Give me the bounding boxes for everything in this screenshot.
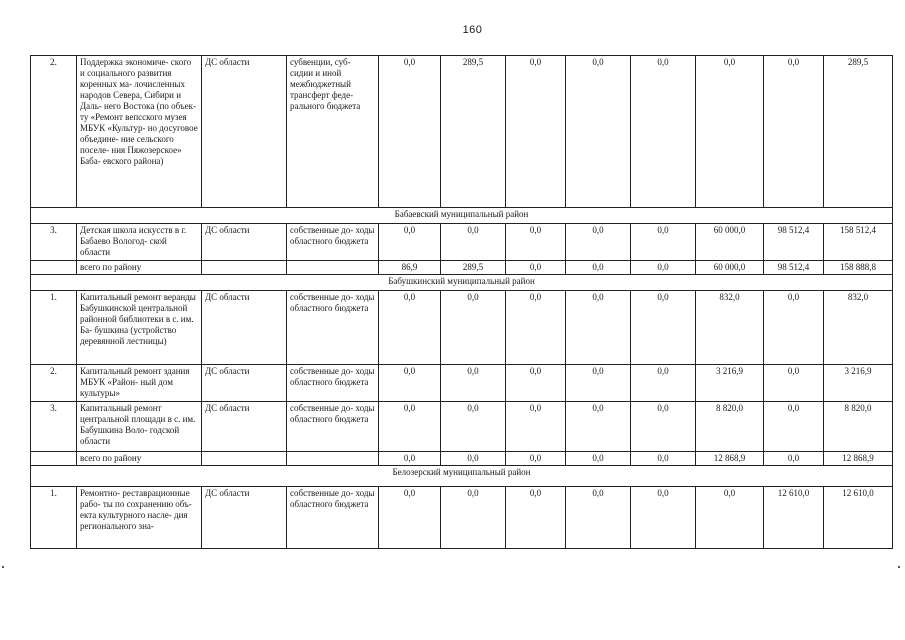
value-cell: 0,0 — [506, 291, 566, 365]
district-row — [31, 275, 893, 291]
customer: ДС области — [202, 402, 287, 452]
value-cell: 0,0 — [566, 261, 631, 275]
value-cell: 0,0 — [441, 402, 506, 452]
customer: ДС области — [202, 291, 287, 365]
budget-table — [30, 55, 893, 549]
value-cell: 832,0 — [824, 291, 893, 365]
value-cell: 289,5 — [441, 56, 506, 208]
value-cell: 0,0 — [379, 56, 441, 208]
value-cell: 0,0 — [566, 487, 631, 549]
value-cell: 0,0 — [764, 56, 824, 208]
value-cell: 12 868,9 — [824, 452, 893, 466]
value-cell: 0,0 — [631, 365, 696, 402]
value-cell: 0,0 — [506, 56, 566, 208]
value-cell: 0,0 — [506, 224, 566, 261]
total-row — [31, 452, 893, 466]
total-label: всего по району — [77, 261, 202, 275]
value-cell: 0,0 — [566, 402, 631, 452]
value-cell: 0,0 — [566, 291, 631, 365]
funding-source: собственные до- ходы областного бюджета — [287, 291, 379, 365]
value-cell: 0,0 — [631, 224, 696, 261]
object-name: Ремонтно- реставрационные рабо- ты по сохранению объ- екта культурного насле- дия регионального зна- — [77, 487, 202, 549]
value-cell: 60 000,0 — [696, 224, 764, 261]
value-cell: 0,0 — [441, 365, 506, 402]
district-heading: Бабушкинский муниципальный район — [31, 275, 893, 291]
value-cell: 0,0 — [506, 452, 566, 466]
funding-source: собственные до- ходы областного бюджета — [287, 487, 379, 549]
value-cell: 12 610,0 — [764, 487, 824, 549]
district-row — [31, 208, 893, 224]
value-cell: 3 216,9 — [696, 365, 764, 402]
value-cell: 60 000,0 — [696, 261, 764, 275]
table-row — [31, 56, 893, 208]
funding-source: собственные до- ходы областного бюджета — [287, 402, 379, 452]
district-heading: Бабаевский муниципальный район — [31, 208, 893, 224]
value-cell: 158 888,8 — [824, 261, 893, 275]
value-cell: 0,0 — [631, 291, 696, 365]
scan-artifact — [898, 566, 900, 568]
value-cell: 0,0 — [566, 224, 631, 261]
row-number: 1. — [31, 487, 77, 549]
value-cell: 8 820,0 — [696, 402, 764, 452]
value-cell: 0,0 — [506, 402, 566, 452]
value-cell: 0,0 — [441, 487, 506, 549]
total-row — [31, 261, 893, 275]
value-cell: 0,0 — [764, 452, 824, 466]
value-cell: 0,0 — [764, 291, 824, 365]
district-heading: Белозерский муниципальный район — [31, 466, 893, 487]
row-number: 2. — [31, 56, 77, 208]
value-cell: 86,9 — [379, 261, 441, 275]
value-cell: 0,0 — [764, 365, 824, 402]
value-cell: 0,0 — [631, 402, 696, 452]
object-name: Капитальный ремонт здания МБУК «Район- ный дом культуры» — [77, 365, 202, 402]
value-cell: 0,0 — [379, 365, 441, 402]
value-cell: 3 216,9 — [824, 365, 893, 402]
value-cell: 289,5 — [824, 56, 893, 208]
value-cell: 289,5 — [441, 261, 506, 275]
customer: ДС области — [202, 487, 287, 549]
value-cell: 0,0 — [696, 487, 764, 549]
value-cell: 0,0 — [441, 291, 506, 365]
value-cell: 158 512,4 — [824, 224, 893, 261]
row-number: 2. — [31, 365, 77, 402]
row-number: 1. — [31, 291, 77, 365]
value-cell: 0,0 — [379, 291, 441, 365]
customer: ДС области — [202, 56, 287, 208]
value-cell: 12 868,9 — [696, 452, 764, 466]
value-cell: 0,0 — [566, 56, 631, 208]
table-row — [31, 402, 893, 452]
value-cell: 12 610,0 — [824, 487, 893, 549]
table-row — [31, 291, 893, 365]
value-cell: 0,0 — [631, 452, 696, 466]
value-cell: 8 820,0 — [824, 402, 893, 452]
value-cell: 0,0 — [631, 261, 696, 275]
customer: ДС области — [202, 224, 287, 261]
object-name: Капитальный ремонт центральной площади в с. им. Бабушкина Воло- годской области — [77, 402, 202, 452]
value-cell: 98 512,4 — [764, 224, 824, 261]
value-cell: 0,0 — [441, 224, 506, 261]
value-cell: 0,0 — [506, 487, 566, 549]
value-cell: 0,0 — [631, 56, 696, 208]
table-row — [31, 224, 893, 261]
value-cell: 0,0 — [696, 56, 764, 208]
funding-source: собственные до- ходы областного бюджета — [287, 224, 379, 261]
object-name: Капитальный ремонт веранды Бабушкинской центральной районной библиотеки в с. им. Ба- бушкина (устройство деревянной лестницы) — [77, 291, 202, 365]
value-cell: 0,0 — [379, 402, 441, 452]
value-cell: 0,0 — [379, 452, 441, 466]
value-cell: 0,0 — [379, 224, 441, 261]
value-cell: 0,0 — [441, 452, 506, 466]
customer: ДС области — [202, 365, 287, 402]
row-number: 3. — [31, 224, 77, 261]
value-cell: 98 512,4 — [764, 261, 824, 275]
object-name: Поддержка экономиче- ского и социального развития коренных ма- лочисленных народов Севера, Сибири и Даль- него Востока (по объек- ту «Ремонт вепсского музея МБУК «Культур- но досуговое объедине- ние сельского поселе- ния Пяжозерское» Баба- евского района) — [77, 56, 202, 208]
scan-artifact — [2, 566, 4, 568]
value-cell: 0,0 — [566, 365, 631, 402]
funding-source: субвенции, суб- сидии и иной межбюджетный трансферт феде- рального бюджета — [287, 56, 379, 208]
value-cell: 0,0 — [631, 487, 696, 549]
page-number: 160 — [462, 24, 483, 36]
table-row — [31, 487, 893, 549]
value-cell: 0,0 — [764, 402, 824, 452]
funding-source: собственные до- ходы областного бюджета — [287, 365, 379, 402]
value-cell: 0,0 — [506, 365, 566, 402]
value-cell: 0,0 — [379, 487, 441, 549]
object-name: Детская школа искусств в г. Бабаево Вологод- ской области — [77, 224, 202, 261]
row-number: 3. — [31, 402, 77, 452]
value-cell: 0,0 — [506, 261, 566, 275]
value-cell: 832,0 — [696, 291, 764, 365]
table-row — [31, 365, 893, 402]
total-label: всего по району — [77, 452, 202, 466]
value-cell: 0,0 — [566, 452, 631, 466]
district-row — [31, 466, 893, 487]
